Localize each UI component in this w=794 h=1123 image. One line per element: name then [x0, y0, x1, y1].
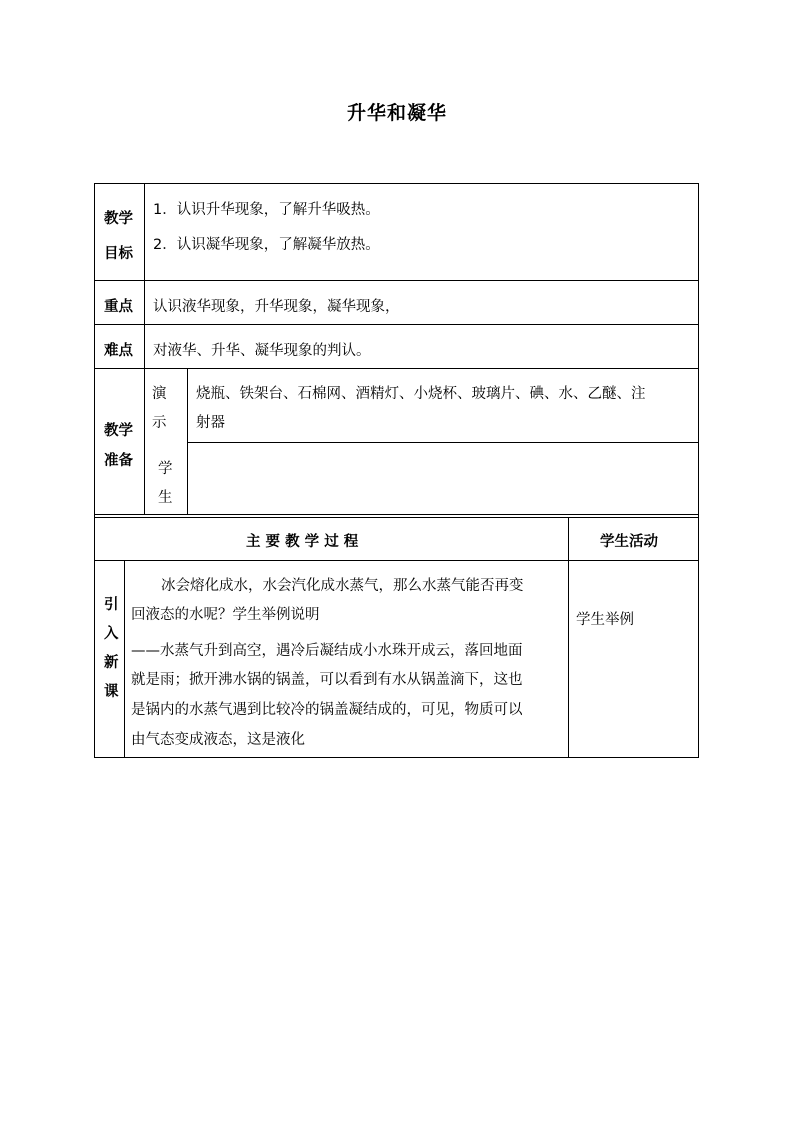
key-points-text: 认识液华现象，升华现象，凝华现象，	[153, 299, 400, 315]
intro-label: 课	[104, 684, 119, 700]
difficulties-label: 难点	[104, 343, 133, 359]
row-divider	[94, 368, 699, 369]
intro-label: 新	[104, 655, 119, 671]
column-divider	[187, 368, 188, 514]
page-title: 升华和凝华	[346, 102, 447, 124]
goal-item: 2．认识凝华现象，了解凝华放热。	[153, 237, 380, 253]
intro-paragraph: 就是雨；掀开沸水锅的锅盖，可以看到有水从锅盖滴下，这也	[131, 672, 523, 688]
intro-paragraph: ——水蒸气升到高空，遇冷后凝结成小水珠开成云，落回地面	[131, 643, 523, 659]
demo-label: 演	[152, 386, 167, 402]
intro-paragraph: 由气态变成液态，这是液化	[131, 732, 305, 748]
intro-paragraph: 是锅内的水蒸气遇到比较冷的锅盖凝结成的，可见，物质可以	[131, 702, 523, 718]
goals-label: 教学	[104, 211, 133, 227]
column-divider	[568, 517, 569, 758]
goal-item: 1．认识升华现象，了解升华吸热。	[153, 202, 380, 218]
preparation-label: 准备	[104, 453, 133, 469]
row-divider	[94, 517, 699, 518]
intro-paragraph: 冰会熔化成水，水会汽化成水蒸气，那么水蒸气能否再变	[161, 578, 524, 594]
column-divider	[124, 560, 125, 758]
intro-paragraph: 回液态的水呢？学生举例说明	[131, 607, 320, 623]
preparation-label: 教学	[104, 423, 133, 439]
intro-label: 入	[104, 626, 119, 642]
row-divider	[94, 514, 699, 515]
student-label: 生	[158, 490, 173, 506]
activity-header: 学生活动	[600, 534, 658, 550]
student-activity: 学生举例	[576, 612, 634, 628]
key-points-label: 重点	[104, 299, 133, 315]
column-divider	[144, 183, 145, 514]
student-label: 学	[158, 461, 173, 477]
intro-label: 引	[104, 597, 119, 613]
demo-materials: 烧瓶、铁架台、石棉网、酒精灯、小烧杯、玻璃片、碘、水、乙醚、注	[196, 386, 646, 402]
row-divider	[94, 324, 699, 325]
difficulties-text: 对液华、升华、凝华现象的判认。	[153, 343, 371, 359]
demo-label: 示	[152, 415, 167, 431]
row-divider	[94, 280, 699, 281]
process-header: 主 要 教 学 过 程	[246, 534, 359, 550]
row-divider	[94, 560, 699, 561]
demo-materials: 射器	[196, 415, 225, 431]
goals-label: 目标	[104, 246, 133, 262]
row-divider	[187, 442, 699, 443]
